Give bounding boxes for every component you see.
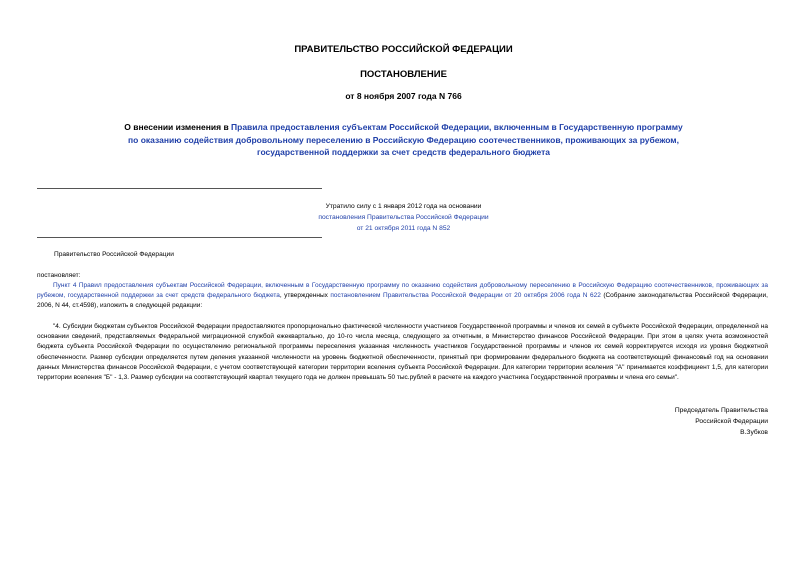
amendment-clause — [37, 281, 768, 312]
document-title — [120, 121, 687, 159]
title-rules-link[interactable]: Правила предоставления субъектам Российской Федерации, включенным в Государственную программу по оказанию содействия добровольному переселению в Российскую Федерацию соотечественников, проживающих за рубежом, государственной поддержки за счет средств федерального бюджета — [128, 122, 683, 157]
document-type-heading: ПОСТАНОВЛЕНИЕ — [360, 69, 447, 80]
government-heading: ПРАВИТЕЛЬСТВО РОССИЙСКОЙ ФЕДЕРАЦИИ — [294, 44, 513, 55]
status-note-line1: Утратило силу с 1 января 2012 года на основании — [325, 203, 482, 210]
status-note-date-link[interactable]: от 21 октября 2011 года N 852 — [356, 225, 451, 232]
new-wording-paragraph: "4. Субсидии бюджетам субъектов Российской Федерации предоставляются пропорционально фактической численности участников Государственной программы и членов их семей в субъекте Российской Федерации, определенной на основании сведений, представляемых Федеральной миграционной службой ежеквартально, до 10-го числа месяца, следующего за отчетным, в Министерство финансов Российской Федерации. При этом в целях учета возможностей бюджета субъекта Российской Федерации по осуществлению региональной программы переселения указанная численность участников Государственной программы и членов их семей корректируется исходя из уровня бюджетной обеспеченности. Размер субсидии определяется путем деления указанной численности на уровень бюджетной обеспеченности, принятый при формировании федерального бюджета на соответствующий финансовый год на основании данных Министерства финансов Российской Федерации, с учетом соответствующей категории территории вселения субъекта Российской Федерации. Для категории территории вселения "А" принимается коэффициент 1,5, для категории территории вселения "Б" - 1,3. Размер субсидии на соответствующий квартал текущего года не должен превышать 50 тыс.рублей в расчете на каждого участника Государственной программы и члена его семьи". — [37, 323, 768, 382]
document-date-number: от 8 ноября 2007 года N 766 — [345, 91, 462, 101]
separator-bottom — [37, 237, 322, 238]
signature-position-line1: Председатель Правительства — [674, 407, 768, 414]
title-prefix: О внесении изменения в — [124, 122, 232, 132]
clause-mid-text: , утвержденных — [279, 292, 331, 300]
separator-top — [37, 188, 322, 189]
clause-decree-link[interactable]: постановлением Правительства Российской Федерации от 20 октября 2006 года N 622 — [330, 292, 601, 300]
signature-position-line2: Российской Федерации — [695, 418, 768, 425]
signature-name: В.Зубков — [740, 429, 768, 436]
resolves-text: постановляет: — [37, 272, 81, 279]
clause-tail-text: (Собрание законодательства Российской Федерации, 2006, N 44, ст.4598), изложить в следующей редакции: — [37, 292, 768, 310]
status-note-decree-link[interactable]: постановления Правительства Российской Федерации — [318, 214, 489, 221]
issuer-text: Правительство Российской Федерации — [54, 251, 174, 258]
signature-block — [675, 405, 768, 438]
clause-rules-link[interactable]: Пункт 4 Правил предоставления субъектам Российской Федерации, включенным в Государственную программу по оказанию содействия добровольному переселению в Российскую Федерацию соотечественников, проживающих за рубежом, государственной поддержки за счет средств федерального бюджета — [37, 282, 768, 300]
